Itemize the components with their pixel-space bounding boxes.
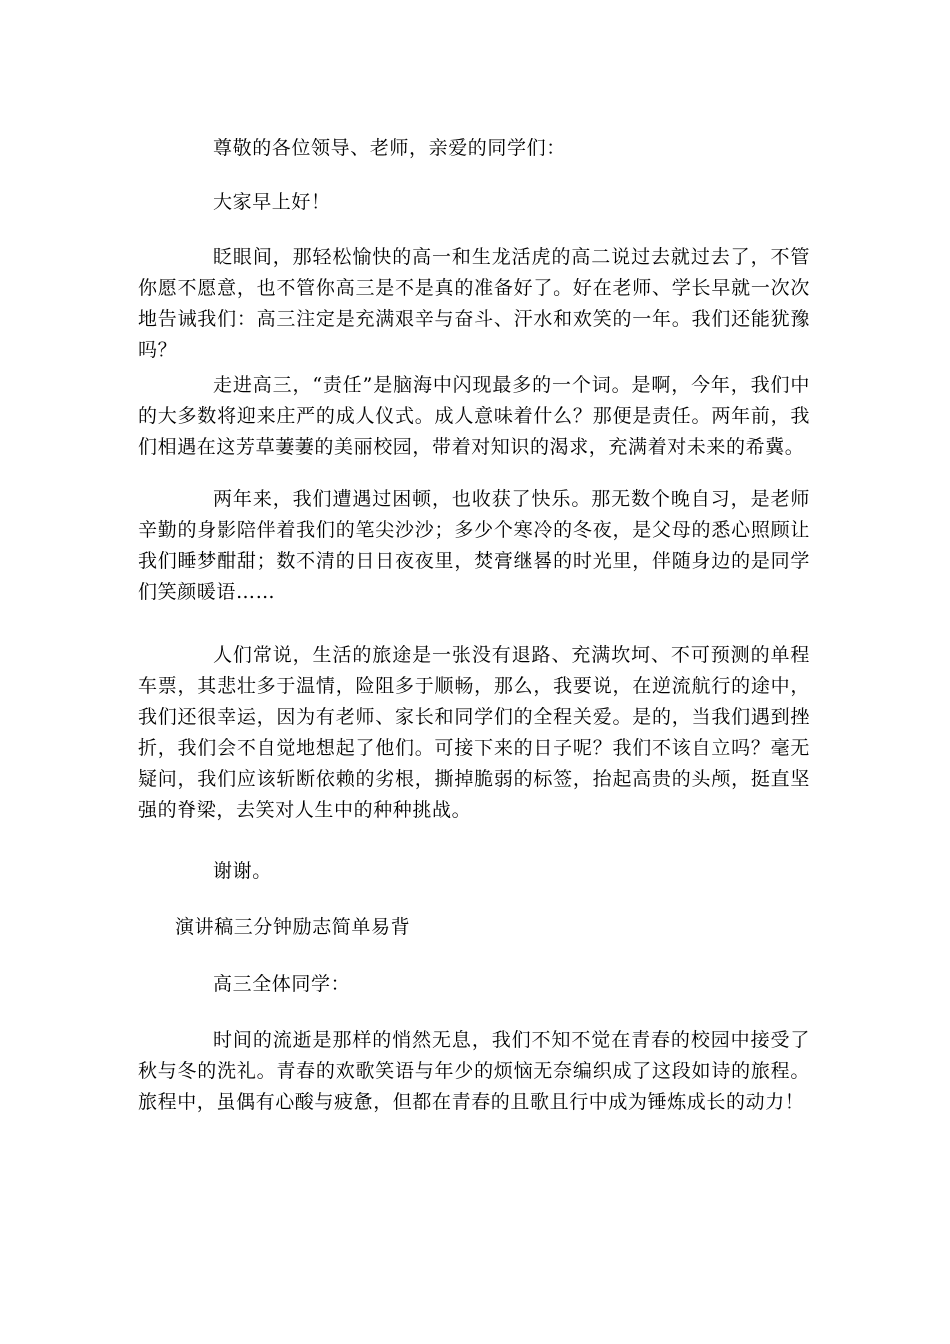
section-title: 演讲稿三分钟励志简单易背 — [175, 916, 411, 938]
paragraph-3: 两年来，我们遭遇过困顿，也收获了快乐。那无数个晚自习，是老师辛勤的身影陪伴着我们的笔尖沙沙；多少个寒冷的冬夜，是父母的悉心照顾让我们睡梦酣甜；数不清的日日夜夜里，焚膏继晷的时光里，伴随身边的是同学们笑颜暖语…… — [138, 488, 810, 603]
greeting: 大家早上好！ — [213, 191, 331, 213]
section-salutation: 高三全体同学： — [213, 973, 351, 995]
section-paragraph-1: 时间的流逝是那样的悄然无息，我们不知不觉在青春的校园中接受了秋与冬的洗礼。青春的欢歌笑语与年少的烦恼无奈编织成了这段如诗的旅程。旅程中，虽偶有心酸与疲惫，但都在青春的且歌且行中成为锤炼成长的动力！ — [138, 1029, 810, 1113]
closing-thanks: 谢谢。 — [213, 860, 272, 882]
paragraph-1: 眨眼间，那轻松愉快的高一和生龙活虎的高二说过去就过去了，不管你愿不愿意，也不管你高三是不是真的准备好了。好在老师、学长早就一次次地告诫我们：高三注定是充满艰辛与奋斗、汗水和欢笑的一年。我们还能犹豫吗？ — [138, 246, 810, 361]
salutation: 尊敬的各位领导、老师，亲爱的同学们： — [213, 137, 566, 159]
paragraph-2: 走进高三，“责任”是脑海中闪现最多的一个词。是啊，今年，我们中的大多数将迎来庄严的成人仪式。成人意味着什么？那便是责任。两年前，我们相遇在这芳草萋萋的美丽校园，带着对知识的渴求，充满着对未来的希冀。 — [138, 374, 810, 458]
paragraph-4: 人们常说，生活的旅途是一张没有退路、充满坎坷、不可预测的单程车票，其悲壮多于温情，险阻多于顺畅，那么，我要说，在逆流航行的途中，我们还很幸运，因为有老师、家长和同学们的全程关爱。是的，当我们遇到挫折，我们会不自觉地想起了他们。可接下来的日子呢？我们不该自立吗？毫无疑问，我们应该斩断依赖的劣根，撕掉脆弱的标签，抬起高贵的头颅，挺直坚强的脊梁，去笑对人生中的种种挑战。 — [138, 644, 810, 821]
